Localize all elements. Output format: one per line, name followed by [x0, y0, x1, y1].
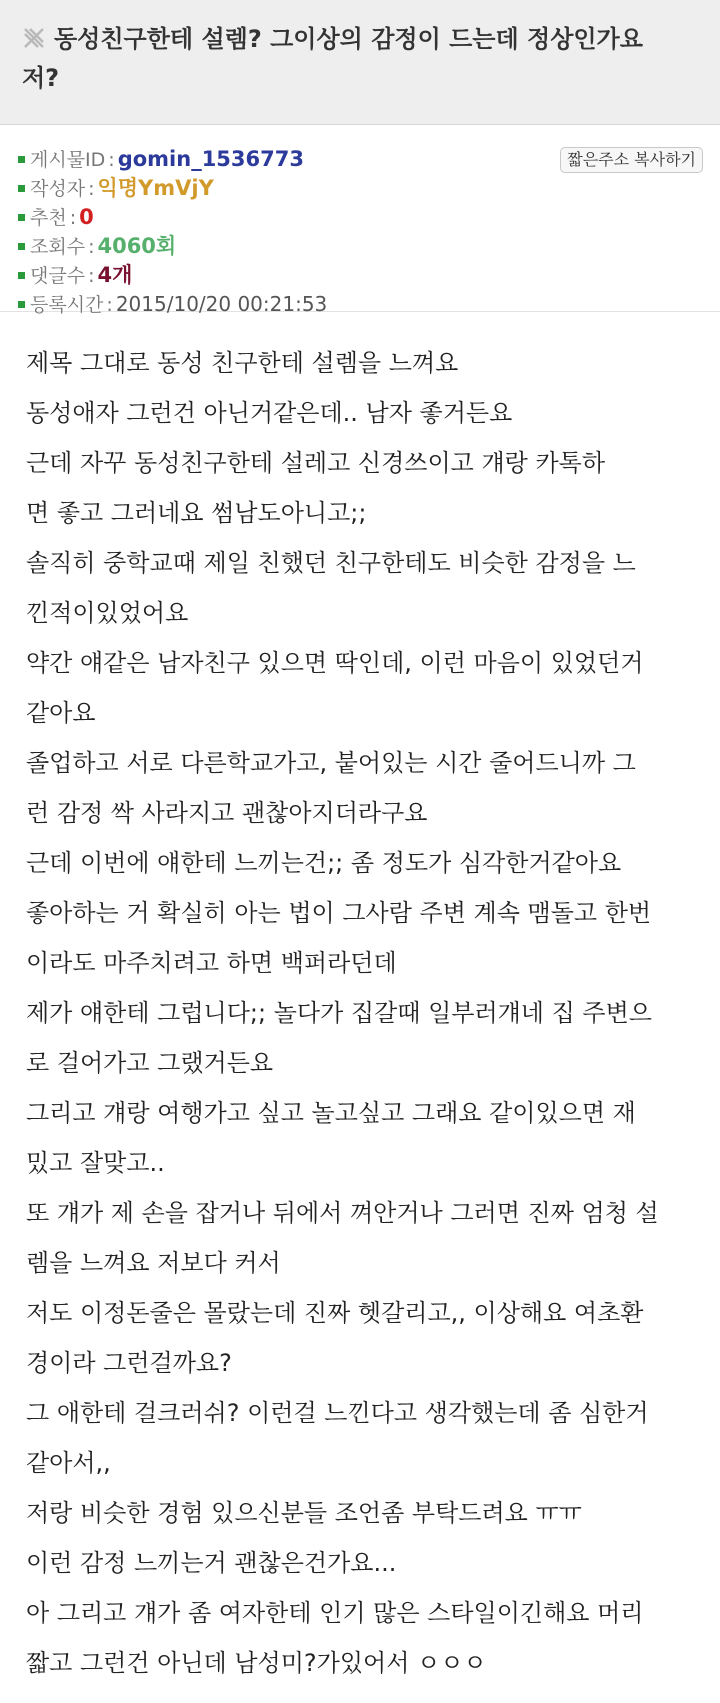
- board-icon: [22, 23, 46, 47]
- post-body-line: 런 감정 싹 사라지고 괜찮아지더라구요: [26, 799, 428, 827]
- meta-recommend-label: 추천: [30, 207, 67, 229]
- bullet-icon: [18, 156, 25, 163]
- post-body-line: 이라도 마주치려고 하면 백퍼라던데: [26, 949, 397, 977]
- post-body-line: 아 그리고 걔가 좀 여자한테 인기 많은 스타일이긴해요 머리: [26, 1599, 644, 1627]
- meta-author-value[interactable]: 익명YmVjY: [97, 176, 214, 200]
- post-body-line: 졸업하고 서로 다른학교가고, 붙어있는 시간 줄어드니까 그: [26, 749, 636, 777]
- meta-time-row: 등록시간 : 2015/10/20 00:21:53: [18, 290, 698, 319]
- post-title-line1: 동성친구한테 설렘? 그이상의 감정이 드는데 정상인가요: [54, 25, 643, 53]
- meta-time-value: 2015/10/20 00:21:53: [115, 292, 328, 316]
- bullet-icon: [18, 301, 25, 308]
- post-body-line: 근데 자꾸 동성친구한테 설레고 신경쓰이고 걔랑 카톡하: [26, 449, 606, 477]
- post-body-line: 이런 감정 느끼는거 괜찮은건가요...: [26, 1549, 397, 1577]
- post-body-line: 저랑 비슷한 경험 있으신분들 조언좀 부탁드려요 ㅠㅠ: [26, 1499, 582, 1527]
- meta-author-row: 작성자 : 익명YmVjY: [18, 174, 698, 203]
- post-body-line: 제가 얘한테 그럽니다;; 놀다가 집갈때 일부러걔네 집 주변으: [26, 999, 652, 1027]
- post-body-line: 밌고 잘맞고..: [26, 1149, 165, 1177]
- meta-comments-row: 댓글수 : 4개: [18, 261, 698, 290]
- meta-author-label: 작성자: [30, 178, 86, 200]
- post-body-line: 제목 그대로 동성 친구한테 설렘을 느껴요: [26, 349, 459, 377]
- meta-time-label: 등록시간: [30, 294, 104, 316]
- meta-recommend-row: 추천 : 0: [18, 203, 698, 232]
- post-body-line: 약간 얘같은 남자친구 있으면 딱인데, 이런 마음이 있었던거: [26, 649, 644, 677]
- post-meta: [0, 125, 720, 316]
- post-body-line: 낀적이있었어요: [26, 599, 189, 627]
- bullet-icon: [18, 185, 25, 192]
- bullet-icon: [18, 243, 25, 250]
- meta-recommend-value: 0: [79, 205, 94, 229]
- meta-comments-label: 댓글수: [30, 265, 86, 287]
- meta-views-value: 4060회: [97, 234, 177, 258]
- post-body-line: 같아서,,: [26, 1449, 111, 1477]
- post-body-line: 솔직히 중학교때 제일 친했던 친구한테도 비슷한 감정을 느: [26, 549, 636, 577]
- post-body-line: 같아요: [26, 699, 96, 727]
- post-title: [22, 20, 696, 98]
- meta-comments-value: 4개: [97, 263, 133, 287]
- post-header: [0, 0, 720, 125]
- post-body-line: 좋아하는 거 확실히 아는 법이 그사람 주변 계속 맴돌고 한번: [26, 899, 652, 927]
- bullet-icon: [18, 214, 25, 221]
- meta-views-row: 조회수 : 4060회: [18, 232, 698, 261]
- meta-views-label: 조회수: [30, 236, 86, 258]
- bullet-icon: [18, 272, 25, 279]
- post-body-line: 동성애자 그런건 아닌거같은데.. 남자 좋거든요: [26, 399, 513, 427]
- post-body: [0, 312, 720, 1688]
- post-body-line: 그리고 걔랑 여행가고 싶고 놀고싶고 그래요 같이있으면 재: [26, 1099, 636, 1127]
- post-title-line2: 저?: [22, 64, 60, 92]
- post-body-line: 그 애한테 걸크러쉬? 이런걸 느낀다고 생각했는데 좀 심한거: [26, 1399, 649, 1427]
- meta-id-label: 게시물ID: [30, 149, 106, 171]
- meta-id-value: gomin_1536773: [117, 147, 304, 171]
- post-body-line: 로 걸어가고 그랬거든요: [26, 1049, 274, 1077]
- copy-short-url-button[interactable]: 짧은주소 복사하기: [560, 147, 703, 173]
- post-body-line: 근데 이번에 얘한테 느끼는건;; 좀 정도가 심각한거같아요: [26, 849, 622, 877]
- post-body-line: 렘을 느껴요 저보다 커서: [26, 1249, 281, 1277]
- post-body-line: 경이라 그런걸까요?: [26, 1349, 232, 1377]
- meta-id-row: 게시물ID : gomin_1536773: [18, 145, 698, 174]
- post-body-line: 짧고 그런건 아닌데 남성미?가있어서 ㅇㅇㅇ: [26, 1649, 487, 1677]
- post-body-line: 저도 이정돈줄은 몰랐는데 진짜 헷갈리고,, 이상해요 여초환: [26, 1299, 644, 1327]
- post-body-line: 또 걔가 제 손을 잡거나 뒤에서 껴안거나 그러면 진짜 엄청 설: [26, 1199, 659, 1227]
- post-body-line: 면 좋고 그러네요 썸남도아니고;;: [26, 499, 367, 527]
